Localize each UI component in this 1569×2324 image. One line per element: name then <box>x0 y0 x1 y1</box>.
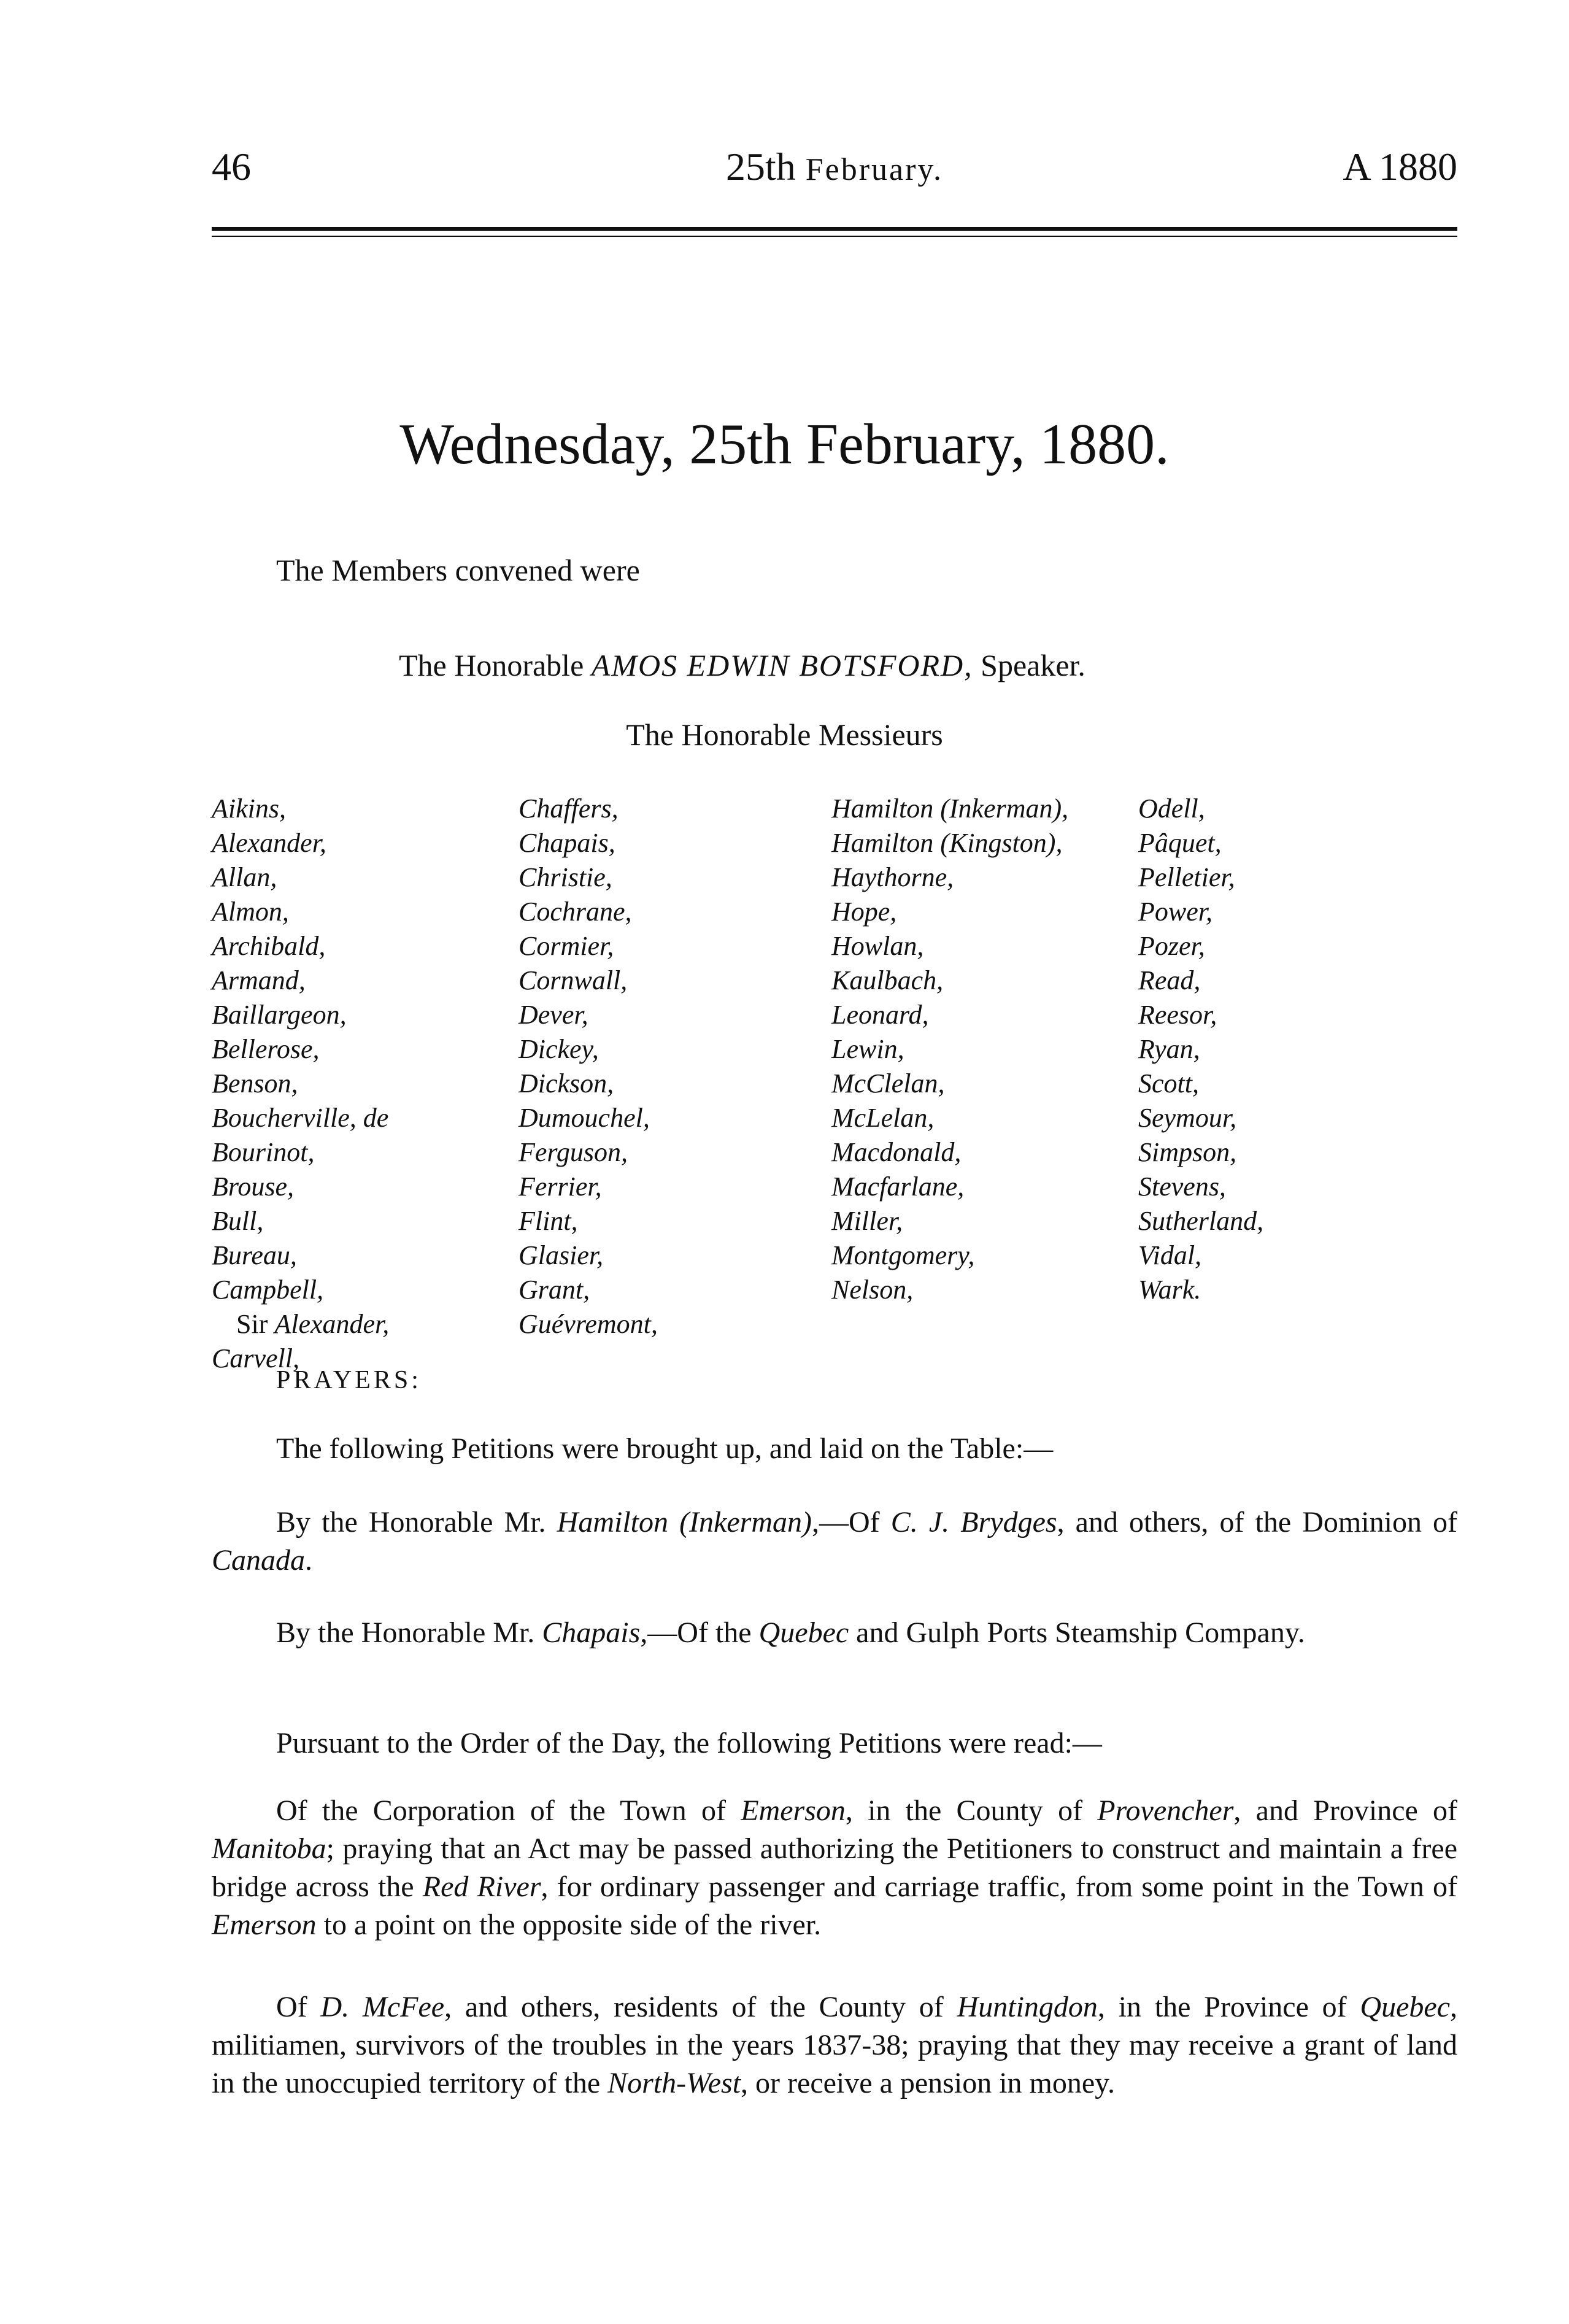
member-name: Ryan, <box>1138 1034 1200 1064</box>
member-name: Bull, <box>212 1206 264 1236</box>
member-name: Bellerose, <box>212 1034 320 1064</box>
text-run-italic: C. J. Brydges <box>890 1506 1057 1538</box>
member-name: Benson, <box>212 1068 298 1098</box>
text-run: , and Province of <box>1233 1794 1458 1827</box>
text-run-italic: Provencher <box>1097 1794 1234 1827</box>
member-name: Kaulbach, <box>831 965 944 995</box>
header-year: A 1880 <box>1343 145 1457 188</box>
text-run: Of <box>276 1991 321 2023</box>
day-title: Wednesday, 25th February, 1880. <box>399 412 1170 476</box>
text-run: Of the Corporation of the Town of <box>276 1794 741 1827</box>
member-name: Flint, <box>519 1206 578 1236</box>
member-name: Ferrier, <box>519 1172 602 1202</box>
members-column-3 <box>831 792 1068 1307</box>
member-name: Alexander, <box>212 828 326 858</box>
text-run: , and others, of the Dominion of <box>1057 1506 1458 1538</box>
member-name: Grant, <box>519 1275 590 1305</box>
text-run-italic: North-West <box>607 2067 741 2099</box>
member-name: Pâquet, <box>1138 828 1222 858</box>
speaker-line <box>399 647 1085 683</box>
paragraph-petition-hamilton <box>212 1504 1457 1580</box>
text-run: , for ordinary passenger and carriage traffic, from some point in the Town of <box>541 1870 1458 1903</box>
member-name: Vidal, <box>1138 1240 1202 1270</box>
member-name: Haythorne, <box>831 862 954 892</box>
paragraph-petition-mcfee <box>212 1988 1457 2102</box>
member-name: Dickey, <box>519 1034 599 1064</box>
member-name: Sutherland, <box>1138 1206 1264 1236</box>
text-run: By the Honorable Mr. <box>276 1616 542 1649</box>
text-run-italic: Huntingdon <box>957 1991 1098 2023</box>
speaker-prefix: The Honorable <box>399 648 592 682</box>
text-run-italic: Quebec <box>1360 1991 1450 2023</box>
header-date <box>212 144 1457 190</box>
member-name: Allan, <box>212 862 277 892</box>
text-run: and Gulph Ports Steamship Company. <box>849 1616 1305 1649</box>
members-column-4 <box>1138 792 1263 1307</box>
members-convened: The Members convened were <box>276 553 640 587</box>
speaker-suffix: Speaker. <box>973 648 1085 682</box>
member-name: Simpson, <box>1138 1137 1237 1167</box>
member-name: Howlan, <box>831 931 924 961</box>
members-column-2 <box>519 792 658 1342</box>
text-run: ,—Of the <box>640 1616 759 1649</box>
member-name: Carvell, <box>212 1343 299 1373</box>
member-name: Lewin, <box>831 1034 904 1064</box>
member-name: Archibald, <box>212 931 326 961</box>
member-name: Armand, <box>212 965 306 995</box>
member-name: Pozer, <box>1138 931 1205 961</box>
page-header <box>212 144 1457 218</box>
member-name: Nelson, <box>831 1275 914 1305</box>
paragraph-text: Pursuant to the Order of the Day, the following Petitions were read:— <box>276 1727 1102 1759</box>
member-name: Macfarlane, <box>831 1172 965 1202</box>
member-name: Odell, <box>1138 793 1205 824</box>
member-name: Leonard, <box>831 1000 929 1030</box>
member-name: Miller, <box>831 1206 903 1236</box>
member-name: Hamilton (Inkerman), <box>831 793 1069 824</box>
page-number: 46 <box>212 145 251 188</box>
member-name: McClelan, <box>831 1068 945 1098</box>
speaker-name: AMOS EDWIN BOTSFORD, <box>591 648 973 682</box>
header-rule-thick <box>212 227 1457 231</box>
paragraph-order-of-day <box>212 1724 1457 1762</box>
member-name: Bureau, <box>212 1240 297 1270</box>
member-name: Boucherville, de <box>212 1103 389 1133</box>
paragraph-petition-emerson <box>212 1792 1457 1944</box>
member-name: Hope, <box>831 897 897 927</box>
text-run: , and others, residents of the County of <box>444 1991 957 2023</box>
text-run-italic: Emerson <box>212 1909 317 1941</box>
member-name: Alexander, <box>274 1309 390 1339</box>
member-name: Baillargeon, <box>212 1000 347 1030</box>
text-run: ; praying that an Act may be passed authorizing the Petitioners to construct and maintain a free bridge across the <box>212 1832 1457 1903</box>
paragraph-petition-chapais <box>212 1614 1457 1652</box>
text-run-italic: Emerson <box>741 1794 846 1827</box>
member-name: Chaffers, <box>519 793 619 824</box>
text-run-italic: Manitoba <box>212 1832 326 1865</box>
member-name: Cormier, <box>519 931 614 961</box>
text-run-italic: Chapais <box>542 1616 641 1649</box>
member-name: Scott, <box>1138 1068 1199 1098</box>
text-run: to a point on the opposite side of the river. <box>316 1909 822 1941</box>
member-name: Glasier, <box>519 1240 604 1270</box>
member-name: Brouse, <box>212 1172 295 1202</box>
paragraph-text: The following Petitions were brought up, and laid on the Table:— <box>276 1432 1054 1465</box>
member-name: Read, <box>1138 965 1201 995</box>
member-name: Christie, <box>519 862 612 892</box>
member-name: Ferguson, <box>519 1137 628 1167</box>
member-name: Aikins, <box>212 793 286 824</box>
text-run-italic: D. McFee <box>320 1991 445 2023</box>
member-name: Power, <box>1138 897 1212 927</box>
member-name: Macdonald, <box>831 1137 962 1167</box>
prayers-heading: PRAYERS: <box>276 1366 422 1394</box>
text-run-italic: Red River <box>422 1870 541 1903</box>
members-column-1 <box>212 792 389 1376</box>
member-name-sir <box>212 1307 389 1342</box>
messieurs-heading: The Honorable Messieurs <box>626 717 943 752</box>
header-rule-thin <box>212 236 1457 237</box>
member-name: Wark. <box>1138 1275 1201 1305</box>
member-name: Montgomery, <box>831 1240 975 1270</box>
member-name: Bourinot, <box>212 1137 315 1167</box>
text-run: By the Honorable Mr. <box>276 1506 557 1538</box>
header-date-day: 25th <box>725 145 806 188</box>
member-name: Stevens, <box>1138 1172 1226 1202</box>
member-name: Dever, <box>519 1000 588 1030</box>
text-run-italic: Quebec <box>758 1616 849 1649</box>
member-name: McLelan, <box>831 1103 935 1133</box>
member-name: Cornwall, <box>519 965 628 995</box>
text-run-italic: Canada <box>212 1544 306 1577</box>
member-name: Almon, <box>212 897 289 927</box>
member-name: Pelletier, <box>1138 862 1235 892</box>
member-name: Chapais, <box>519 828 615 858</box>
member-name: Dickson, <box>519 1068 614 1098</box>
member-name: Campbell, <box>212 1275 324 1305</box>
header-date-month: February. <box>805 152 944 187</box>
text-run: ,—Of <box>812 1506 891 1538</box>
text-run: , militiamen, survivors of the troubles in the years 1837-38; praying that they may receive a grant of land in the unoccupied territory of the <box>212 1991 1457 2099</box>
member-name: Seymour, <box>1138 1103 1237 1133</box>
member-name: Hamilton (Kingston), <box>831 828 1063 858</box>
text-run: , in the Province of <box>1097 1991 1360 2023</box>
text-run: , or receive a pension in money. <box>741 2067 1116 2099</box>
text-run-italic: Hamilton (Inkerman) <box>557 1506 812 1538</box>
text-run: . <box>305 1544 313 1577</box>
member-name: Guévremont, <box>519 1309 658 1339</box>
text-run: , in the County of <box>845 1794 1098 1827</box>
paragraph-petitions-brought-up <box>212 1430 1457 1468</box>
member-name: Cochrane, <box>519 897 632 927</box>
sir-prefix: Sir <box>236 1309 275 1339</box>
member-name: Reesor, <box>1138 1000 1217 1030</box>
member-name: Dumouchel, <box>519 1103 650 1133</box>
